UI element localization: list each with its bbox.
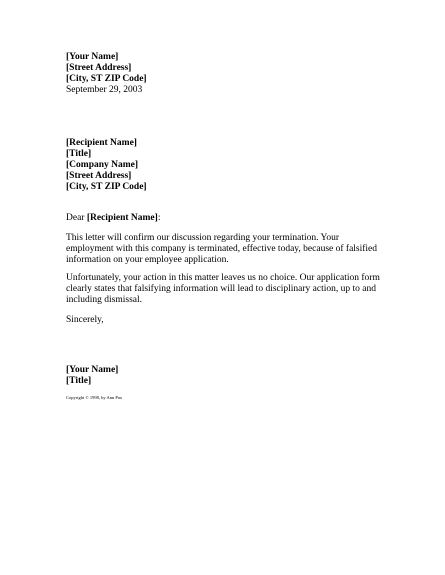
recipient-name: [Recipient Name]: [66, 138, 137, 148]
sender-city-state-zip: [City, ST ZIP Code]: [66, 74, 147, 84]
salutation-punctuation: :: [157, 213, 161, 223]
body-paragraph-2: Unfortunately, your action in this matter leaves us no choice. Our application form clearly states that falsifying information will lead to disciplinary action, up to and including dismissal.: [66, 273, 380, 305]
copyright-notice: Copyright © 1998, by Ann Pax: [66, 395, 123, 400]
signature-block: [66, 365, 386, 387]
termination-letter: [66, 52, 386, 401]
signature-name: [Your Name]: [66, 365, 119, 375]
salutation: [66, 213, 386, 224]
sender-street: [Street Address]: [66, 63, 132, 73]
letter-date: September 29, 2003: [66, 85, 143, 95]
sender-address-block: [66, 52, 386, 96]
recipient-address-block: [66, 138, 386, 193]
sender-name: [Your Name]: [66, 52, 119, 62]
recipient-title: [Title]: [66, 149, 92, 159]
closing: Sincerely,: [66, 315, 104, 325]
recipient-company: [Company Name]: [66, 160, 139, 170]
body-paragraph-1: This letter will confirm our discussion regarding your termination. Your employment with this company is terminated, effective today, because of falsified information on your employee application.: [66, 233, 378, 265]
salutation-recipient-name: [Recipient Name]: [86, 213, 158, 223]
recipient-street: [Street Address]: [66, 171, 132, 181]
signature-title: [Title]: [66, 376, 92, 386]
salutation-greeting: Dear: [66, 213, 87, 223]
recipient-city-state-zip: [City, ST ZIP Code]: [66, 182, 147, 192]
